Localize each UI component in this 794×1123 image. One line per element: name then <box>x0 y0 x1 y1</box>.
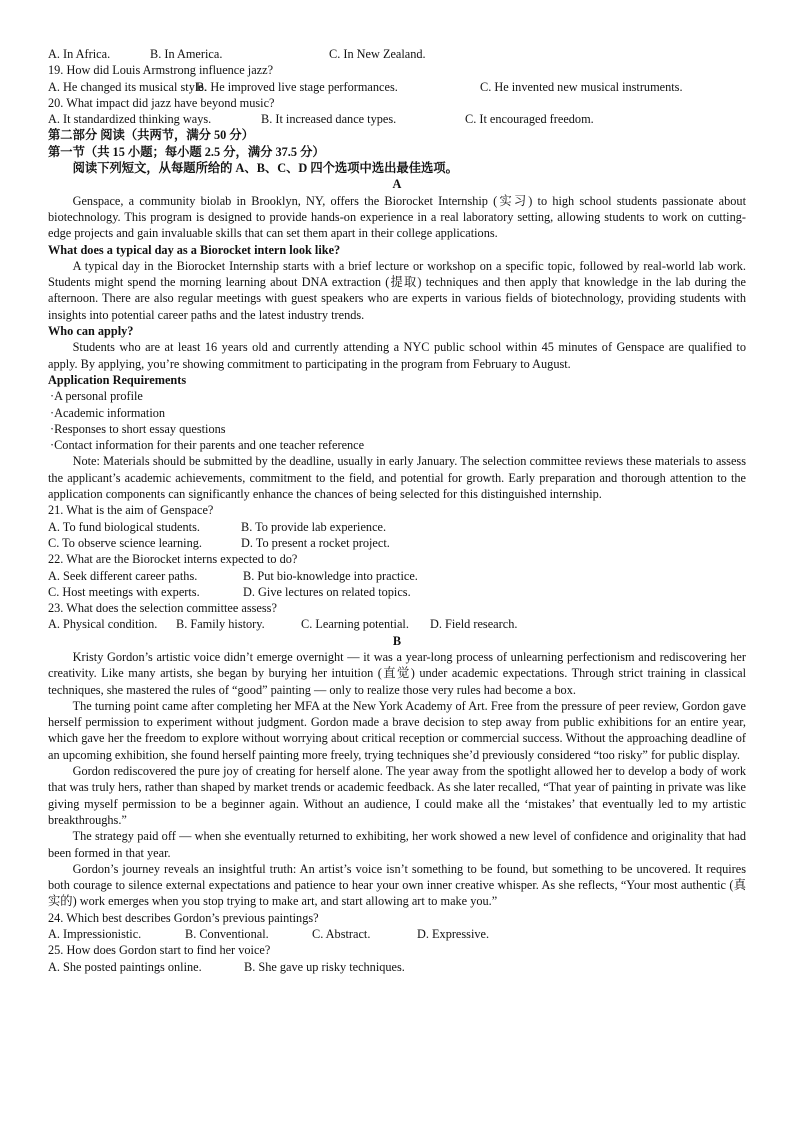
q18-options <box>48 46 746 62</box>
questions-a <box>48 502 746 632</box>
answer-option: C. To observe science learning. <box>48 535 202 550</box>
answer-option: B. Put bio-knowledge into practice. <box>243 568 418 583</box>
passage-a-heading: Who can apply? <box>48 324 134 339</box>
passage-a-label: A <box>392 177 402 192</box>
option-row <box>48 616 746 632</box>
q19-options <box>48 79 746 95</box>
answer-option: B. Conventional. <box>185 927 269 942</box>
requirement-item: ·Contact information for their parents and one teacher reference <box>50 438 365 453</box>
section-instruction: 阅读下列短文，从每题所给的 A、B、C、D 四个选项中选出最佳选项。 <box>72 161 458 176</box>
passage-b-paragraph: Kristy Gordon’s artistic voice didn’t emerge overnight — it was a year-long process of unlearning perfectionism and rediscovering her creativity. Like many artists, she began by burying her intuition (直觉) under academic expectations. Through strict training in classical techniques, she mastered the rules of “good” painting — only to realize those very rules had become a box. <box>48 649 746 697</box>
option-row <box>48 959 746 975</box>
passage-a-paragraph: Students who are at least 16 years old and currently attending a NYC public school within 45 minutes of Genspace are qualified to apply. By applying, you’re showing commitment to participating in the program from February to August. <box>48 340 746 371</box>
requirement-item: ·A personal profile <box>50 389 143 404</box>
answer-option: C. Host meetings with experts. <box>48 584 200 599</box>
q20-option-b: B. It increased dance types. <box>261 112 397 127</box>
passage-b-paragraph: Gordon rediscovered the pure joy of creating for herself alone. The year away from the spotlight allowed her to develop a body of work that was truly hers, rather than shaped by market trends or academic feedback. As she later recalled, “That year of painting in private was like giving myself permission to be a beginner again. Without an audience, I could make all the ‘mistakes’ that eventually led to my artistic breakthroughs.” <box>48 764 746 827</box>
q20-stem: 20. What impact did jazz have beyond music? <box>48 95 275 110</box>
section-subtitle: 第一节（共 15 小题；每小题 2.5 分，满分 37.5 分） <box>48 144 325 159</box>
answer-option: D. Field research. <box>430 617 518 632</box>
question-stem: 21. What is the aim of Genspace? <box>48 503 214 518</box>
option-row <box>48 926 746 942</box>
questions-b <box>48 910 746 975</box>
option-row <box>48 584 746 600</box>
answer-option: D. To present a rocket project. <box>241 535 390 550</box>
requirement-item: ·Academic information <box>50 405 166 420</box>
question-stem: 23. What does the selection committee assess? <box>48 601 277 616</box>
section-title: 第二部分 阅读（共两节，满分 50 分） <box>48 128 254 143</box>
question-stem: 25. How does Gordon start to find her voice? <box>48 943 271 958</box>
passage-b-paragraph: The strategy paid off — when she eventually returned to exhibiting, her work showed a new level of confidence and originality that had been formed in that year. <box>48 829 746 860</box>
q20-option-c: C. It encouraged freedom. <box>465 112 594 127</box>
answer-option: C. Learning potential. <box>301 617 409 632</box>
requirement-item: ·Responses to short essay questions <box>50 421 226 436</box>
question-stem: 22. What are the Biorocket interns expected to do? <box>48 552 298 567</box>
answer-option: B. Family history. <box>176 617 265 632</box>
answer-option: B. To provide lab experience. <box>241 519 387 534</box>
answer-option: A. Impressionistic. <box>48 927 142 942</box>
passage-a-heading: Application Requirements <box>48 372 187 387</box>
passage-b-body <box>48 649 746 910</box>
q19-stem: 19. How did Louis Armstrong influence jazz? <box>48 63 274 78</box>
option-row <box>48 519 746 535</box>
answer-option: D. Give lectures on related topics. <box>243 584 411 599</box>
answer-option: A. Physical condition. <box>48 617 158 632</box>
q19-option-c: C. He invented new musical instruments. <box>480 79 683 94</box>
option-row <box>48 535 746 551</box>
passage-b-paragraph: Gordon’s journey reveals an insightful truth: An artist’s voice isn’t something to be found, but something to be uncovered. It requires both courage to silence external expectations and patience to hear your own inner creative whisper. As she reflects, “Your most authentic (真实的) work emerges when you stop trying to make art, and start allowing art to make you.” <box>48 861 746 909</box>
requirements-list <box>48 388 746 453</box>
q19-option-b: B. He improved live stage performances. <box>196 79 398 94</box>
passage-a-heading: What does a typical day as a Biorocket intern look like? <box>48 242 341 257</box>
q18-option-a: A. In Africa. <box>48 47 111 61</box>
passage-b-paragraph: The turning point came after completing her MFA at the New York Academy of Art. Free from the pressure of peer review, Gordon gave herself permission to experiment without judgment. Gordon made a brave decision to step away from public exhibitions for an entire year, which gave her the freedom to explore without worrying about critical reception or commercial success. Without the approaching deadline of an upcoming exhibition, she found herself painting more freely, trying techniques she’d previously considered “too risky” for public display. <box>48 698 746 762</box>
q20-option-a: A. It standardized thinking ways. <box>48 112 212 127</box>
answer-option: A. To fund biological students. <box>48 519 200 534</box>
question-stem: 24. Which best describes Gordon’s previous paintings? <box>48 910 319 925</box>
answer-option: A. Seek different career paths. <box>48 568 198 583</box>
answer-option: D. Expressive. <box>417 927 490 942</box>
q19-option-a: A. He changed its musical style. <box>48 79 207 94</box>
answer-option: A. She posted paintings online. <box>48 959 202 974</box>
q18-option-c: C. In New Zealand. <box>329 47 426 61</box>
passage-a-note: Note: Materials should be submitted by the deadline, usually in early January. The selection committee reviews these materials to assess the applicant’s academic achievements, commitment to the field, and potential for growth. Early preparation and thorough attention to the application components can significantly enhance the chances of being selected for this distinguished internship. <box>48 454 746 502</box>
q18-option-b: B. In America. <box>150 47 223 61</box>
answer-option: B. She gave up risky techniques. <box>244 959 405 974</box>
passage-a-paragraph: Genspace, a community biolab in Brooklyn, NY, offers the Biorocket Internship (实习) to high school students passionate about biotechnology. This program is designed to provide hands-on experience in a real laboratory setting, allowing students to work on cutting-edge projects and gain invaluable skills that can set them apart in their college applications. <box>48 193 746 241</box>
q20-options <box>48 111 746 127</box>
answer-option: C. Abstract. <box>312 927 371 942</box>
passage-b-label: B <box>392 633 402 648</box>
option-row <box>48 568 746 584</box>
passage-a-paragraph: A typical day in the Biorocket Internship starts with a brief lecture or workshop on a specific topic, followed by real-world lab work. Students might spend the morning learning about DNA extraction (提取) techniques and then apply that knowledge in the lab during the afternoon. There are also regular meetings with guest speakers who are experts in various fields of biotechnology, providing students with insights into potential career paths and the latest industry trends. <box>48 258 746 322</box>
